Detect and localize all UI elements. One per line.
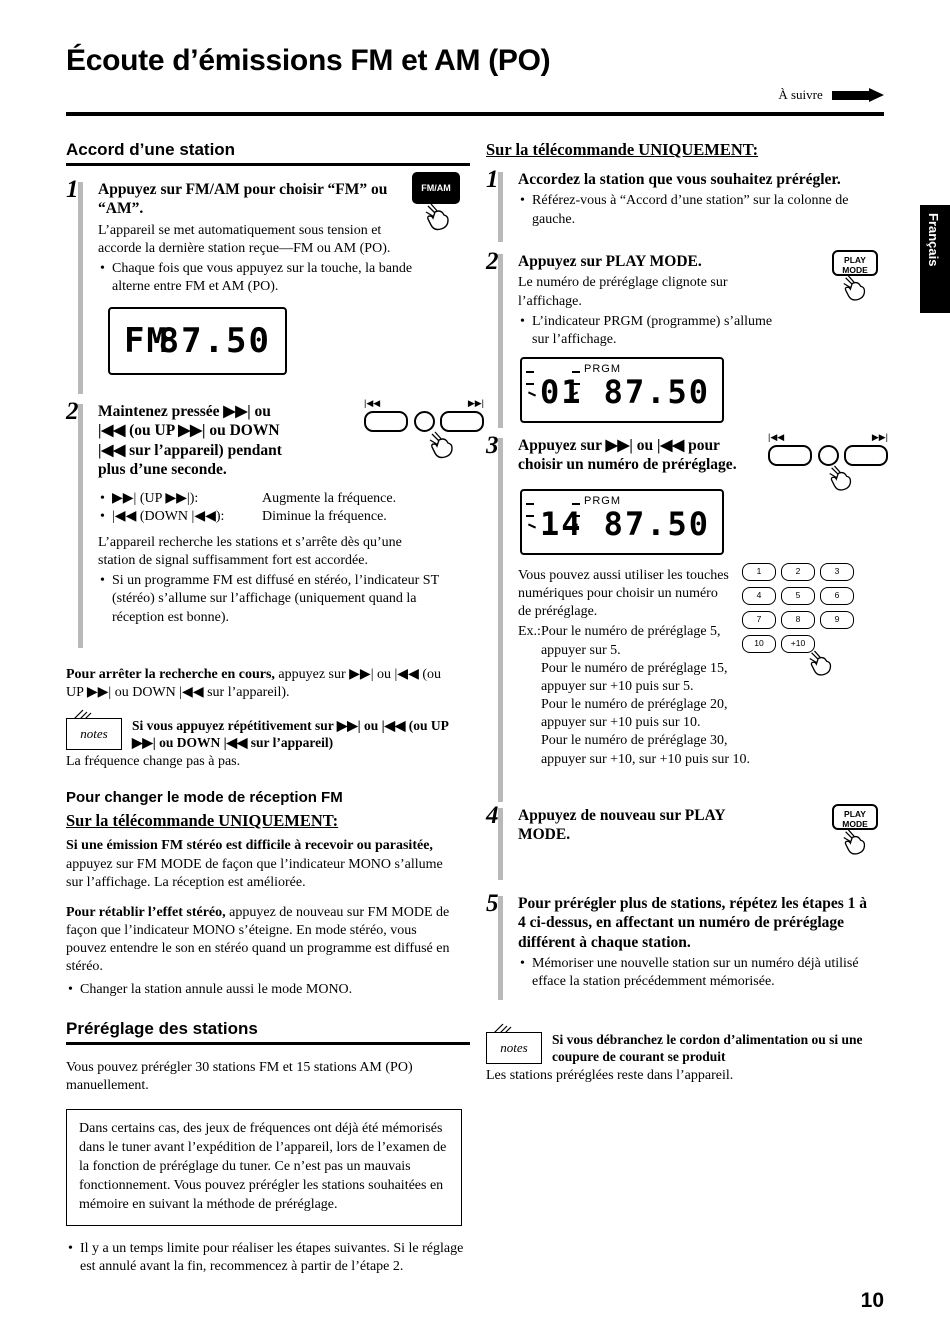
display-band: FM bbox=[124, 320, 169, 361]
fm-mode-p2-rest: appuyez de nouveau sur FM MODE de façon que l’indicateur MONO s’éteigne. En mode stéréo, vous pouvez entendre le son en stéréo quand un programme est diffusé en stéréo. bbox=[66, 904, 450, 975]
play-mode-label-2: MODE bbox=[842, 265, 868, 275]
title-rule bbox=[66, 112, 884, 116]
arrow-right-icon bbox=[832, 88, 884, 102]
r-step-5-lead: Pour prérégler plus de stations, répétez les étapes 1 à 4 ci-dessus, en affectant un numéro de préréglage différent à chaque station. bbox=[518, 895, 867, 951]
fm-am-button-graphic bbox=[412, 172, 482, 241]
notes-badge: notes bbox=[66, 718, 122, 750]
language-tab-label: Français bbox=[926, 213, 941, 267]
r-step-1-lead: Accordez la station que vous souhaitez prérégler. bbox=[518, 171, 841, 188]
preset-note-box: Dans certains cas, des jeux de fréquences ont déjà été mémorisés dans le tuner avant l’expédition de l’appareil, lors de l’examen de la fonction de préréglage du tuner. Ce n’est pas un mauvais fonctionnement. Vous pouvez prérégler les stations souhaitées en mémoire en suivant la méthode de préréglage. bbox=[66, 1109, 462, 1225]
num-key-6[interactable]: 6 bbox=[820, 587, 854, 605]
fm-mode-subheading: Sur la télécommande UNIQUEMENT: bbox=[66, 811, 339, 831]
r-step-5-bullet: • Mémoriser une nouvelle station sur un numéro déjà utilisé efface la station précédemment mémorisée. bbox=[518, 955, 887, 991]
r-step-2-number: 2 bbox=[486, 248, 499, 275]
fm-mode-paragraph-1 bbox=[66, 837, 458, 892]
fm-mode-p1-rest: appuyez sur FM MODE de façon que l’indicateur MONO s’allume sur l’affichage. La réception est améliorée. bbox=[66, 856, 443, 890]
numeric-keys-body: Vous pouvez aussi utiliser les touches numériques pour choisir un numéro de préréglage. bbox=[518, 567, 729, 620]
step-2-bullet-3: • Si un programme FM est diffusé en stéréo, l’indicateur ST (stéréo) s’allume sur l’affichage (uniquement quand la réception est bonne). bbox=[98, 572, 452, 627]
play-mode-button[interactable] bbox=[832, 804, 878, 830]
num-key-9[interactable]: 9 bbox=[820, 611, 854, 629]
step-2-lead-3: |◀◀ sur l’appareil) pendant bbox=[98, 441, 282, 459]
fm-mode-paragraph-2 bbox=[66, 904, 458, 977]
skip-back-button[interactable] bbox=[768, 445, 812, 466]
skip-fwd-button[interactable] bbox=[844, 445, 888, 466]
skip-keys-graphic bbox=[364, 398, 484, 471]
step-2-lead-4: plus d’une seconde. bbox=[98, 461, 227, 479]
numeric-keypad bbox=[742, 563, 852, 769]
r-step-2-lead: Appuyez sur PLAY MODE. bbox=[518, 253, 702, 270]
r-step-1-bullet: • Référez-vous à “Accord d’une station” sur la colonne de gauche. bbox=[518, 192, 877, 228]
fm-am-button-label: FM/AM bbox=[412, 172, 460, 204]
fm-mode-heading: Pour changer le mode de réception FM bbox=[66, 789, 343, 807]
step-2-bullet-2-key: • |◀◀ (DOWN |◀◀): bbox=[98, 508, 262, 526]
step-sidebar bbox=[498, 438, 503, 802]
page-title bbox=[66, 44, 884, 78]
stop-button[interactable] bbox=[414, 411, 435, 432]
skip-back-icon: |◀◀ bbox=[364, 398, 381, 408]
r-step-4-lead: Appuyez de nouveau sur PLAY MODE. bbox=[518, 807, 726, 844]
play-mode-button[interactable] bbox=[832, 250, 878, 276]
example-item: Pour le numéro de préréglage 20, appuyer sur +10 puis sur 10. bbox=[540, 697, 728, 731]
num-key-10[interactable]: 10 bbox=[742, 635, 776, 653]
note-1-bold: Si vous appuyez répétitivement sur ▶▶| ou |◀◀ (ou UP ▶▶| ou DOWN |◀◀ sur l’appareil) bbox=[132, 718, 449, 751]
r-step-4-number: 4 bbox=[486, 802, 499, 829]
display-frequency bbox=[108, 307, 287, 375]
display-frequency-value: 87.50 bbox=[603, 504, 710, 543]
num-key-1[interactable]: 1 bbox=[742, 563, 776, 581]
step-1 bbox=[66, 176, 470, 297]
example-item: Pour le numéro de préréglage 15, appuyer sur +10 puis sur 5. bbox=[540, 660, 728, 694]
pointing-hand-icon bbox=[806, 649, 852, 688]
stop-button[interactable] bbox=[818, 445, 839, 466]
num-key-2[interactable]: 2 bbox=[781, 563, 815, 581]
skip-back-button[interactable] bbox=[364, 411, 408, 432]
r-step-5 bbox=[486, 890, 886, 992]
r-step-2-body: Le numéro de préréglage clignote sur l’affichage. bbox=[518, 275, 728, 309]
step-1-lead: Appuyez sur FM/AM pour choisir “FM” ou “AM”. bbox=[98, 181, 388, 218]
r-step-2-bullet: • L’indicateur PRGM (programme) s’allume sur l’affichage. bbox=[518, 313, 787, 349]
note-block-1 bbox=[66, 718, 470, 752]
r-step-1-number: 1 bbox=[486, 166, 499, 193]
step-2-number: 2 bbox=[66, 398, 79, 425]
step-2-bullet-1-text: Augmente la fréquence. bbox=[262, 490, 397, 506]
left-column bbox=[66, 140, 484, 1276]
step-2-bullet-2-text: Diminue la fréquence. bbox=[262, 508, 387, 524]
play-mode-label-1: PLAY bbox=[844, 255, 866, 265]
pointing-hand-icon bbox=[826, 464, 888, 503]
continued-label: À suivre bbox=[778, 87, 823, 103]
step-2-bullet-1-key: • ▶▶| (UP ▶▶|): bbox=[98, 490, 262, 508]
fm-mode-p1-bold: Si une émission FM stéréo est difficile à recevoir ou parasitée, bbox=[66, 838, 433, 854]
stop-search-paragraph bbox=[66, 666, 456, 702]
note-2-text: Les stations préréglées reste dans l’appareil. bbox=[486, 1067, 734, 1083]
num-key-3[interactable]: 3 bbox=[820, 563, 854, 581]
stop-search-rest: appuyez sur ▶▶| ou |◀◀ (ou UP ▶▶| ou DOWN |◀◀ sur l’appareil). bbox=[66, 667, 441, 701]
page-title-text: Écoute d’émissions FM et AM (PO) bbox=[66, 44, 551, 77]
step-1-bullet: • Chaque fois que vous appuyez sur la touche, la bande alterne entre FM et AM (PO). bbox=[98, 260, 442, 296]
step-1-body: L’appareil se met automatiquement sous tension et accorde la dernière station reçue—FM ou AM (PO). bbox=[98, 222, 391, 256]
note-block-2 bbox=[486, 1032, 886, 1066]
step-2-lead-1: Maintenez pressée ▶▶| ou bbox=[98, 403, 271, 420]
section-heading-tuning: Accord d’une station bbox=[66, 140, 470, 166]
example-label: Ex.: bbox=[518, 624, 541, 640]
r-step-1 bbox=[486, 166, 886, 229]
r-step-3-lead: Appuyez sur ▶▶| ou |◀◀ pour choisir un numéro de préréglage. bbox=[518, 437, 737, 474]
r-step-2 bbox=[486, 248, 886, 349]
num-key-5[interactable]: 5 bbox=[781, 587, 815, 605]
step-2-body: L’appareil recherche les stations et s’arrête dès qu’une station de signal suffisamment fort est accordée. bbox=[98, 534, 402, 569]
example-item: Pour le numéro de préréglage 30, appuyer sur +10, sur +10 puis sur 10. bbox=[540, 733, 751, 767]
r-step-5-number: 5 bbox=[486, 890, 499, 917]
notes-badge: notes bbox=[486, 1032, 542, 1064]
pointing-hand-icon bbox=[840, 274, 878, 313]
page-number: 10 bbox=[860, 1289, 884, 1312]
skip-fwd-icon: ▶▶| bbox=[467, 398, 484, 408]
display-preset-2 bbox=[520, 489, 724, 555]
step-1-number: 1 bbox=[66, 176, 79, 203]
pointing-hand-icon bbox=[426, 430, 484, 471]
skip-back-icon: |◀◀ bbox=[768, 432, 785, 442]
display-preset-number: 14 bbox=[540, 504, 583, 543]
num-key-8[interactable]: 8 bbox=[781, 611, 815, 629]
play-mode-label-1: PLAY bbox=[844, 809, 866, 819]
display-preset-1 bbox=[520, 357, 724, 423]
step-2-lead-2: |◀◀ (ou UP ▶▶| ou DOWN bbox=[98, 422, 280, 440]
r-step-4 bbox=[486, 802, 886, 845]
num-key-plus10[interactable]: +10 bbox=[781, 635, 815, 653]
num-key-7[interactable]: 7 bbox=[742, 611, 776, 629]
display-preset-number: 01 bbox=[540, 373, 583, 412]
fm-mode-p2-bold: Pour rétablir l’effet stéréo, bbox=[66, 904, 226, 920]
r-step-3-number: 3 bbox=[486, 432, 499, 459]
note-2-bold: Si vous débranchez le cordon d’alimentation ou si une coupure de courant se produit bbox=[552, 1032, 863, 1064]
display-frequency-value: 87.50 bbox=[158, 320, 271, 361]
pointing-hand-icon bbox=[422, 202, 482, 241]
display-frequency-value: 87.50 bbox=[603, 373, 710, 412]
preset-bullet: • Il y a un temps limite pour réaliser les étapes suivantes. Si le réglage est annulé avant la fin, recommencez à partir de l’étape 2. bbox=[66, 1240, 465, 1276]
display-prgm-indicator: PRGM bbox=[584, 363, 621, 376]
skip-keys-graphic bbox=[768, 432, 888, 503]
skip-fwd-icon: ▶▶| bbox=[871, 432, 888, 442]
play-mode-button-graphic bbox=[832, 250, 878, 313]
play-mode-label-2: MODE bbox=[842, 819, 868, 829]
display-prgm-indicator: PRGM bbox=[584, 494, 621, 507]
example-item: Pour le numéro de préréglage 5, appuyer sur 5. bbox=[540, 624, 721, 658]
play-mode-button-graphic bbox=[832, 804, 878, 867]
right-column bbox=[486, 140, 886, 1085]
note-1-text: La fréquence change pas à pas. bbox=[66, 754, 241, 770]
pointing-hand-icon bbox=[840, 828, 878, 867]
skip-fwd-button[interactable] bbox=[440, 411, 484, 432]
fm-mode-bullet: • Changer la station annule aussi le mode MONO. bbox=[66, 981, 470, 999]
stop-search-bold: Pour arrêter la recherche en cours, bbox=[66, 667, 275, 682]
num-key-4[interactable]: 4 bbox=[742, 587, 776, 605]
continued-marker bbox=[778, 86, 884, 103]
section-heading-presets: Préréglage des stations bbox=[66, 1019, 470, 1045]
preset-intro: Vous pouvez prérégler 30 stations FM et 15 stations AM (PO) manuellement. bbox=[66, 1059, 413, 1093]
language-tab bbox=[920, 205, 950, 313]
remote-only-heading: Sur la télécommande UNIQUEMENT: bbox=[486, 140, 759, 159]
